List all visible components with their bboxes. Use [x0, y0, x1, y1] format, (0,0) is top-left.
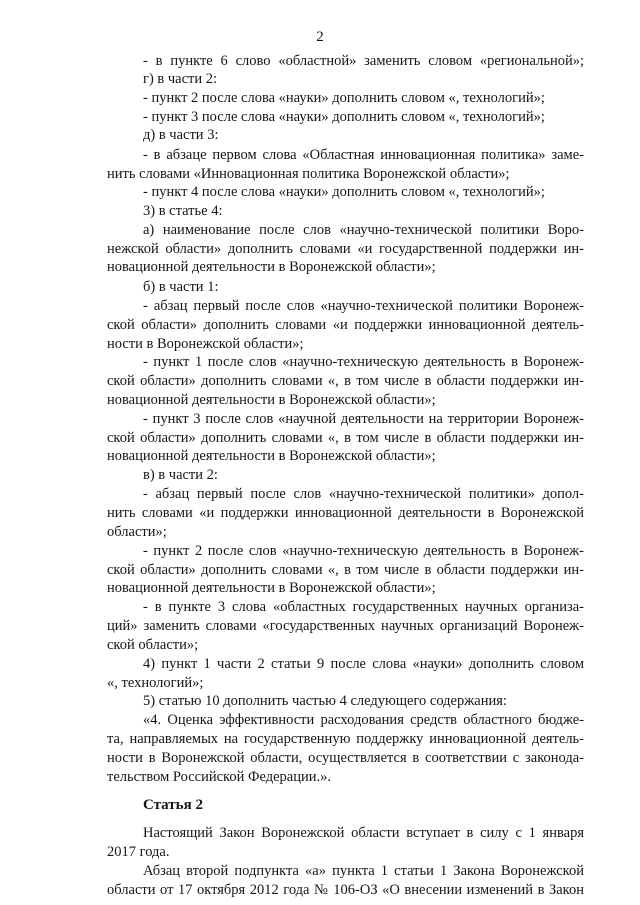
text-line: тельством Российской Федерации.».: [107, 769, 331, 785]
text-line: та, направляемых на государственную поддержку инновационной деятель-: [107, 731, 584, 747]
text-line: - в абзаце первом слова «Областная инновационная политика» заме-: [143, 147, 584, 163]
text-line: ской области»;: [107, 637, 199, 653]
text-line: области от 17 октября 2012 года № 106-ОЗ «О внесении изменений в Закон: [107, 882, 584, 898]
text-line: 5) статью 10 дополнить частью 4 следующего содержания:: [143, 693, 507, 709]
text-line: Абзац второй подпункта «а» пункта 1 статьи 1 Закона Воронежской: [143, 863, 584, 879]
text-line: ности в Воронежской области, осуществляется в соответствии с законода-: [107, 750, 584, 766]
text-line: «, технологий»;: [107, 675, 204, 691]
text-line: - пункт 2 после слова «науки» дополнить словом «, технологий»;: [143, 90, 545, 106]
text-line: - пункт 3 после слов «научной деятельности на территории Воронеж-: [143, 411, 584, 427]
text-line: ской области» дополнить словами «, в том числе в области поддержки ин-: [107, 562, 584, 578]
text-line: г) в части 2:: [143, 71, 218, 87]
text-line: новационной деятельности в Воронежской области»;: [107, 392, 436, 408]
text-line: ности в Воронежской области»;: [107, 336, 304, 352]
text-line: - абзац первый после слов «научно-технической политики» допол-: [143, 486, 584, 502]
text-line: - в пункте 3 слова «областных государственных научных организа-: [143, 599, 584, 615]
text-line: ской области» дополнить словами «, в том числе в области поддержки ин-: [107, 430, 584, 446]
text-line: ций» заменить словами «государственных научных организаций Воронеж-: [107, 618, 584, 634]
text-line: новационной деятельности в Воронежской области»;: [107, 580, 436, 596]
text-line: - в пункте 6 слово «областной» заменить словом «региональной»;: [143, 53, 584, 69]
text-line: а) наименование после слов «научно-технической политики Воро-: [143, 222, 584, 238]
text-line: - пункт 1 после слов «научно-техническую деятельность в Воронеж-: [143, 354, 584, 370]
text-line: новационной деятельности в Воронежской области»;: [107, 259, 436, 275]
text-line: - пункт 3 после слова «науки» дополнить словом «, технологий»;: [143, 109, 545, 125]
text-line: нить словами «Инновационная политика Воронежской области»;: [107, 166, 510, 182]
text-line: ской области» дополнить словами «и поддержки инновационной деятель-: [107, 317, 584, 333]
text-line: в) в части 2:: [143, 467, 218, 483]
text-line: 2017 года.: [107, 844, 170, 860]
text-line: ской области» дополнить словами «, в том числе в области поддержки ин-: [107, 373, 584, 389]
text-line: Настоящий Закон Воронежской области вступает в силу с 1 января: [143, 825, 584, 841]
text-line: нить словами «и поддержки инновационной деятельности в Воронежской: [107, 505, 584, 521]
article-heading: Статья 2: [143, 797, 203, 813]
text-line: - пункт 2 после слов «научно-техническую деятельность в Воронеж-: [143, 543, 584, 559]
text-line: области»;: [107, 524, 167, 540]
text-line: - абзац первый после слов «научно-технической политики Воронеж-: [143, 298, 584, 314]
text-line: - пункт 4 после слова «науки» дополнить словом «, технологий»;: [143, 184, 545, 200]
text-line: 4) пункт 1 части 2 статьи 9 после слова «науки» дополнить словом: [143, 656, 584, 672]
text-line: новационной деятельности в Воронежской области»;: [107, 448, 436, 464]
text-line: «4. Оценка эффективности расходования средств областного бюдже-: [143, 712, 584, 728]
page-number: 2: [316, 29, 324, 45]
text-line: нежской области» дополнить словами «и государственной поддержки ин-: [107, 241, 584, 257]
text-line: 3) в статье 4:: [143, 203, 223, 219]
text-line: д) в части 3:: [143, 127, 219, 143]
text-line: б) в части 1:: [143, 279, 219, 295]
